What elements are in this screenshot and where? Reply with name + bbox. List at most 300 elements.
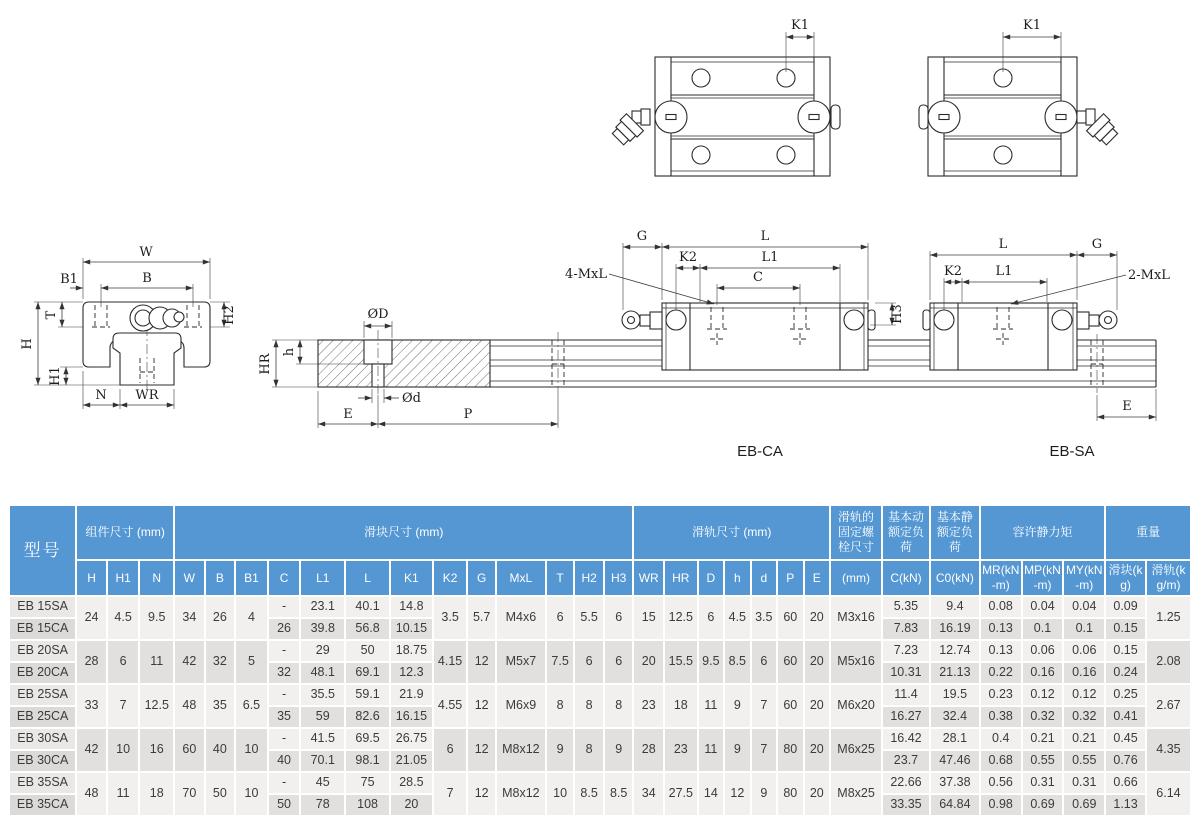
- table-row: [10, 773, 1190, 793]
- cell-model: EB 25CA: [10, 707, 75, 727]
- header-K2: K2: [434, 561, 467, 595]
- cell-C-kN: 7.83: [883, 619, 929, 639]
- cell-N: 12.5: [140, 685, 173, 727]
- cell-MP: 0.32: [1023, 707, 1063, 727]
- dim-label-e: E: [1122, 399, 1132, 414]
- header-group-block: 滑块尺寸 (mm): [175, 506, 632, 559]
- cell-K1: 10.15: [391, 619, 432, 639]
- cell-block-kg: 0.76: [1106, 751, 1145, 771]
- cell-MY: 0.55: [1064, 751, 1104, 771]
- header-K1: K1: [391, 561, 432, 595]
- cell-C0-kN: 16.19: [931, 619, 979, 639]
- cell-d: 9: [752, 773, 776, 815]
- rail-hole-hidden: [1091, 334, 1103, 393]
- side-tap-boss: [831, 105, 840, 129]
- cell-H1: 7: [108, 685, 139, 727]
- dim-label-p: P: [463, 407, 473, 422]
- cell-model: EB 30SA: [10, 729, 75, 749]
- cell-H2: 8: [575, 729, 603, 771]
- callout-2mxl: 2-MxL: [1128, 268, 1170, 283]
- cell-MxL: M6x9: [497, 685, 545, 727]
- header-E: E: [805, 561, 830, 595]
- cell-C: 32: [269, 663, 300, 683]
- cell-H3: 8: [605, 685, 633, 727]
- cell-K1: 26.75: [391, 729, 432, 749]
- cell-L1: 23.1: [301, 597, 344, 617]
- header-C: C: [269, 561, 300, 595]
- header-group-weight: 重量: [1106, 506, 1190, 559]
- cell-model: EB 20CA: [10, 663, 75, 683]
- cell-L1: 41.5: [301, 729, 344, 749]
- cell-C: -: [269, 685, 300, 705]
- cell-K2: 3.5: [434, 597, 467, 639]
- cell-bolt: M6x25: [831, 729, 881, 771]
- dim-label-b1: B1: [60, 272, 78, 287]
- side-tap-boss: [919, 105, 928, 129]
- table-row: [10, 641, 1190, 661]
- block-side-view-ca: [565, 229, 905, 460]
- cell-L: 82.6: [346, 707, 389, 727]
- cell-H: 28: [77, 641, 106, 683]
- cell-MxL: M4x6: [497, 597, 545, 639]
- cell-C-kN: 11.4: [883, 685, 929, 705]
- block-top-view-ca: [609, 18, 840, 176]
- cell-C: 26: [269, 619, 300, 639]
- cell-L1: 78: [301, 795, 344, 815]
- cell-C0-kN: 32.4: [931, 707, 979, 727]
- grease-nipple-icon: [1077, 109, 1121, 148]
- header-group-bolt: 滑轨的固定螺栓尺寸: [831, 506, 881, 559]
- cell-block-kg: 0.66: [1106, 773, 1145, 793]
- cell-bolt: M6x20: [831, 685, 881, 727]
- cell-E: 20: [805, 641, 830, 683]
- cell-L1: 48.1: [301, 663, 344, 683]
- block-top-view-sa: [919, 18, 1121, 176]
- cell-P: 60: [778, 597, 802, 639]
- cell-WR: 20: [634, 641, 663, 683]
- cell-D: 6: [699, 597, 723, 639]
- cell-MR: 0.08: [981, 597, 1021, 617]
- table-row: [10, 597, 1190, 617]
- table-row: [10, 685, 1190, 705]
- dim-label-w: W: [139, 245, 153, 260]
- cell-h: 9: [725, 685, 749, 727]
- dim-label-t: T: [44, 310, 59, 320]
- cell-P: 80: [778, 773, 802, 815]
- cell-MxL: M5x7: [497, 641, 545, 683]
- cell-K1: 18.75: [391, 641, 432, 661]
- cell-MR: 0.4: [981, 729, 1021, 749]
- cell-WR: 28: [634, 729, 663, 771]
- cell-MP: 0.69: [1023, 795, 1063, 815]
- cell-L1: 70.1: [301, 751, 344, 771]
- dim-label-c: C: [753, 270, 763, 285]
- cell-model: EB 15CA: [10, 619, 75, 639]
- cell-MY: 0.16: [1064, 663, 1104, 683]
- cell-D: 11: [699, 685, 723, 727]
- cell-block-kg: 0.09: [1106, 597, 1145, 617]
- header-group-static-load: 基本静额定负荷: [931, 506, 979, 559]
- grease-nipple-icon: [1077, 311, 1117, 329]
- cell-K2: 7: [434, 773, 467, 815]
- header-MxL: MxL: [497, 561, 545, 595]
- dim-label-od-small: Ød: [402, 391, 421, 406]
- dim-label-wr: WR: [135, 388, 159, 403]
- dim-label-g: G: [636, 229, 648, 244]
- cell-K1: 12.3: [391, 663, 432, 683]
- cell-WR: 15: [634, 597, 663, 639]
- dim-label-l: L: [760, 229, 770, 244]
- cell-H: 33: [77, 685, 106, 727]
- header-B1: B1: [236, 561, 267, 595]
- spec-table-container: [8, 504, 1192, 817]
- block-cross-section: [20, 245, 237, 409]
- header-H2: H2: [575, 561, 603, 595]
- cell-H3: 8.5: [605, 773, 633, 815]
- dim-label-k1: K1: [791, 18, 809, 33]
- cell-D: 14: [699, 773, 723, 815]
- cell-D: 9.5: [699, 641, 723, 683]
- cell-N: 9.5: [140, 597, 173, 639]
- header-L1: L1: [301, 561, 344, 595]
- cell-d: 7: [752, 685, 776, 727]
- header-C0-kN: C0(kN): [931, 561, 979, 595]
- cell-h: 12: [725, 773, 749, 815]
- cell-C: 50: [269, 795, 300, 815]
- header-C-kN: C(kN): [883, 561, 929, 595]
- dim-label-h3: H3: [890, 304, 905, 324]
- cell-H2: 6: [575, 641, 603, 683]
- cell-MxL: M8x12: [497, 729, 545, 771]
- cell-MP: 0.04: [1023, 597, 1063, 617]
- cell-K2: 6: [434, 729, 467, 771]
- cell-L: 56.8: [346, 619, 389, 639]
- header-model: 型号: [10, 506, 75, 595]
- header-rail-kg: 滑轨(kg/m): [1147, 561, 1190, 595]
- cell-MR: 0.38: [981, 707, 1021, 727]
- cell-d: 6: [752, 641, 776, 683]
- header-B: B: [206, 561, 235, 595]
- cell-MP: 0.21: [1023, 729, 1063, 749]
- cell-E: 20: [805, 597, 830, 639]
- cell-C0-kN: 37.38: [931, 773, 979, 793]
- cell-H1: 11: [108, 773, 139, 815]
- cell-WR: 23: [634, 685, 663, 727]
- cell-MR: 0.98: [981, 795, 1021, 815]
- cell-block-kg: 0.15: [1106, 619, 1145, 639]
- header-MY: MY(kN-m): [1064, 561, 1104, 595]
- side-tap-boss: [868, 310, 875, 330]
- cell-K2: 4.55: [434, 685, 467, 727]
- cell-block-kg: 0.41: [1106, 707, 1145, 727]
- block-side-view-sa: [923, 237, 1170, 460]
- cell-L: 40.1: [346, 597, 389, 617]
- header-group-assembly: 组件尺寸 (mm): [77, 506, 173, 559]
- cell-MR: 0.13: [981, 641, 1021, 661]
- cell-MP: 0.31: [1023, 773, 1063, 793]
- header-d: d: [752, 561, 776, 595]
- cell-N: 11: [140, 641, 173, 683]
- cell-rail-kg: 2.67: [1147, 685, 1190, 727]
- cell-MP: 0.55: [1023, 751, 1063, 771]
- header-group-rail: 滑轨尺寸 (mm): [634, 506, 829, 559]
- cell-G: 5.7: [468, 597, 495, 639]
- rail-hole-hidden: [552, 332, 564, 393]
- cell-bolt: M8x25: [831, 773, 881, 815]
- cell-block-kg: 1.13: [1106, 795, 1145, 815]
- cell-model: EB 15SA: [10, 597, 75, 617]
- cell-L: 98.1: [346, 751, 389, 771]
- cell-MR: 0.23: [981, 685, 1021, 705]
- cell-L: 50: [346, 641, 389, 661]
- cell-HR: 23: [665, 729, 697, 771]
- cell-B: 40: [206, 729, 235, 771]
- cell-L: 69.5: [346, 729, 389, 749]
- cell-W: 60: [175, 729, 204, 771]
- header-H1: H1: [108, 561, 139, 595]
- caption-eb-ca: EB-CA: [737, 443, 783, 460]
- header-group-static-moment: 容许静力矩: [981, 506, 1104, 559]
- cell-C: -: [269, 773, 300, 793]
- cell-C0-kN: 12.74: [931, 641, 979, 661]
- cell-MY: 0.31: [1064, 773, 1104, 793]
- cell-MR: 0.68: [981, 751, 1021, 771]
- cell-B1: 10: [236, 729, 267, 771]
- cell-h: 4.5: [725, 597, 749, 639]
- cell-H: 48: [77, 773, 106, 815]
- cell-MP: 0.1: [1023, 619, 1063, 639]
- cell-d: 7: [752, 729, 776, 771]
- cell-C0-kN: 47.46: [931, 751, 979, 771]
- spec-table: [8, 504, 1192, 817]
- cell-H1: 4.5: [108, 597, 139, 639]
- dim-label-k2: K2: [944, 264, 962, 279]
- cell-MxL: M8x12: [497, 773, 545, 815]
- header-H: H: [77, 561, 106, 595]
- cell-H1: 6: [108, 641, 139, 683]
- dim-label-hr: HR: [258, 353, 273, 375]
- cell-WR: 34: [634, 773, 663, 815]
- cell-P: 60: [778, 685, 802, 727]
- header-h: h: [725, 561, 749, 595]
- rail-section-view: [258, 307, 558, 428]
- cell-H3: 6: [605, 597, 633, 639]
- cell-H: 24: [77, 597, 106, 639]
- cell-D: 11: [699, 729, 723, 771]
- cell-H: 42: [77, 729, 106, 771]
- cell-bolt: M3x16: [831, 597, 881, 639]
- cell-T: 6: [547, 597, 574, 639]
- cell-C-kN: 7.23: [883, 641, 929, 661]
- cell-L1: 45: [301, 773, 344, 793]
- dim-label-b: B: [142, 271, 152, 286]
- cell-HR: 12.5: [665, 597, 697, 639]
- cell-H2: 8.5: [575, 773, 603, 815]
- cell-C0-kN: 21.13: [931, 663, 979, 683]
- cell-N: 18: [140, 773, 173, 815]
- cell-B1: 4: [236, 597, 267, 639]
- cell-C-kN: 10.31: [883, 663, 929, 683]
- side-tap-boss: [923, 310, 930, 330]
- cell-L: 108: [346, 795, 389, 815]
- cell-block-kg: 0.15: [1106, 641, 1145, 661]
- callout-4mxl: 4-MxL: [565, 267, 607, 282]
- cell-E: 20: [805, 729, 830, 771]
- cell-C0-kN: 28.1: [931, 729, 979, 749]
- dim-label-l: L: [998, 237, 1008, 252]
- cell-B1: 6.5: [236, 685, 267, 727]
- header-P: P: [778, 561, 802, 595]
- cell-K2: 4.15: [434, 641, 467, 683]
- cell-C: -: [269, 729, 300, 749]
- cell-H3: 9: [605, 729, 633, 771]
- cell-model: EB 25SA: [10, 685, 75, 705]
- dim-label-n: N: [95, 388, 107, 403]
- cell-C0-kN: 19.5: [931, 685, 979, 705]
- cell-B: 32: [206, 641, 235, 683]
- caption-eb-sa: EB-SA: [1049, 443, 1095, 460]
- cell-G: 12: [468, 729, 495, 771]
- cell-H3: 6: [605, 641, 633, 683]
- cell-model: EB 35CA: [10, 795, 75, 815]
- cell-MY: 0.06: [1064, 641, 1104, 661]
- cell-C: -: [269, 597, 300, 617]
- cell-H2: 5.5: [575, 597, 603, 639]
- cell-block-kg: 0.25: [1106, 685, 1145, 705]
- cell-MY: 0.21: [1064, 729, 1104, 749]
- dim-label-e: E: [343, 407, 353, 422]
- dim-label-h2: H2: [222, 305, 237, 325]
- cell-HR: 27.5: [665, 773, 697, 815]
- cell-P: 80: [778, 729, 802, 771]
- header-H3: H3: [605, 561, 633, 595]
- header-bolt-mm: (mm): [831, 561, 881, 595]
- dim-label-h1: H1: [48, 366, 63, 386]
- cell-C-kN: 5.35: [883, 597, 929, 617]
- cell-C: 40: [269, 751, 300, 771]
- cell-rail-kg: 2.08: [1147, 641, 1190, 683]
- header-group-dynamic-load: 基本动额定负荷: [883, 506, 929, 559]
- header-N: N: [140, 561, 173, 595]
- cell-block-kg: 0.24: [1106, 663, 1145, 683]
- cell-K1: 28.5: [391, 773, 432, 793]
- cell-W: 34: [175, 597, 204, 639]
- cell-h: 9: [725, 729, 749, 771]
- cell-C: 35: [269, 707, 300, 727]
- cell-L: 59.1: [346, 685, 389, 705]
- cell-MP: 0.06: [1023, 641, 1063, 661]
- cell-MY: 0.69: [1064, 795, 1104, 815]
- cell-E: 20: [805, 685, 830, 727]
- cell-H1: 10: [108, 729, 139, 771]
- cell-model: EB 20SA: [10, 641, 75, 661]
- cell-MP: 0.16: [1023, 663, 1063, 683]
- cell-h: 8.5: [725, 641, 749, 683]
- header-HR: HR: [665, 561, 697, 595]
- header-G: G: [468, 561, 495, 595]
- cell-L1: 35.5: [301, 685, 344, 705]
- cell-K1: 21.05: [391, 751, 432, 771]
- cell-W: 42: [175, 641, 204, 683]
- cell-K1: 14.8: [391, 597, 432, 617]
- cell-B: 35: [206, 685, 235, 727]
- cell-C0-kN: 64.84: [931, 795, 979, 815]
- cell-K1: 20: [391, 795, 432, 815]
- cell-C-kN: 16.42: [883, 729, 929, 749]
- cell-block-kg: 0.45: [1106, 729, 1145, 749]
- cell-L1: 29: [301, 641, 344, 661]
- cell-G: 12: [468, 773, 495, 815]
- cell-MR: 0.13: [981, 619, 1021, 639]
- dim-label-g: G: [1091, 237, 1103, 252]
- cell-C-kN: 22.66: [883, 773, 929, 793]
- cell-d: 3.5: [752, 597, 776, 639]
- cell-rail-kg: 1.25: [1147, 597, 1190, 639]
- header-W: W: [175, 561, 204, 595]
- cell-N: 16: [140, 729, 173, 771]
- header-D: D: [699, 561, 723, 595]
- dim-label-k2: K2: [679, 250, 697, 265]
- cell-model: EB 35SA: [10, 773, 75, 793]
- cell-T: 8: [547, 685, 574, 727]
- table-row: [10, 729, 1190, 749]
- header-L: L: [346, 561, 389, 595]
- cell-HR: 15.5: [665, 641, 697, 683]
- cell-W: 70: [175, 773, 204, 815]
- cell-G: 12: [468, 685, 495, 727]
- cell-K1: 16.15: [391, 707, 432, 727]
- cell-C0-kN: 9.4: [931, 597, 979, 617]
- cell-B1: 5: [236, 641, 267, 683]
- grease-nipple-icon: [622, 311, 662, 329]
- dim-label-l1: L1: [761, 250, 779, 265]
- cell-rail-kg: 4.35: [1147, 729, 1190, 771]
- cell-rail-kg: 6.14: [1147, 773, 1190, 815]
- cell-L: 69.1: [346, 663, 389, 683]
- cell-T: 7.5: [547, 641, 574, 683]
- cell-bolt: M5x16: [831, 641, 881, 683]
- dim-label-h-height: H: [20, 338, 35, 350]
- cell-P: 60: [778, 641, 802, 683]
- cell-L1: 59: [301, 707, 344, 727]
- cell-HR: 18: [665, 685, 697, 727]
- cell-C-kN: 33.35: [883, 795, 929, 815]
- cell-MY: 0.1: [1064, 619, 1104, 639]
- cell-W: 48: [175, 685, 204, 727]
- dim-label-od: ØD: [367, 307, 389, 322]
- cell-H2: 8: [575, 685, 603, 727]
- cell-C-kN: 23.7: [883, 751, 929, 771]
- cell-T: 9: [547, 729, 574, 771]
- cell-MY: 0.12: [1064, 685, 1104, 705]
- cell-C: -: [269, 641, 300, 661]
- cell-MR: 0.22: [981, 663, 1021, 683]
- cell-G: 12: [468, 641, 495, 683]
- cell-MP: 0.12: [1023, 685, 1063, 705]
- cell-E: 20: [805, 773, 830, 815]
- grease-nipple-icon: [609, 109, 650, 148]
- header-MR: MR(kN-m): [981, 561, 1021, 595]
- dim-label-h: h: [282, 347, 297, 357]
- cell-L1: 39.8: [301, 619, 344, 639]
- dim-label-k1: K1: [1023, 18, 1041, 33]
- cell-B: 50: [206, 773, 235, 815]
- cell-L: 75: [346, 773, 389, 793]
- cell-model: EB 30CA: [10, 751, 75, 771]
- cell-K1: 21.9: [391, 685, 432, 705]
- dim-label-l1: L1: [995, 264, 1013, 279]
- cell-C-kN: 16.27: [883, 707, 929, 727]
